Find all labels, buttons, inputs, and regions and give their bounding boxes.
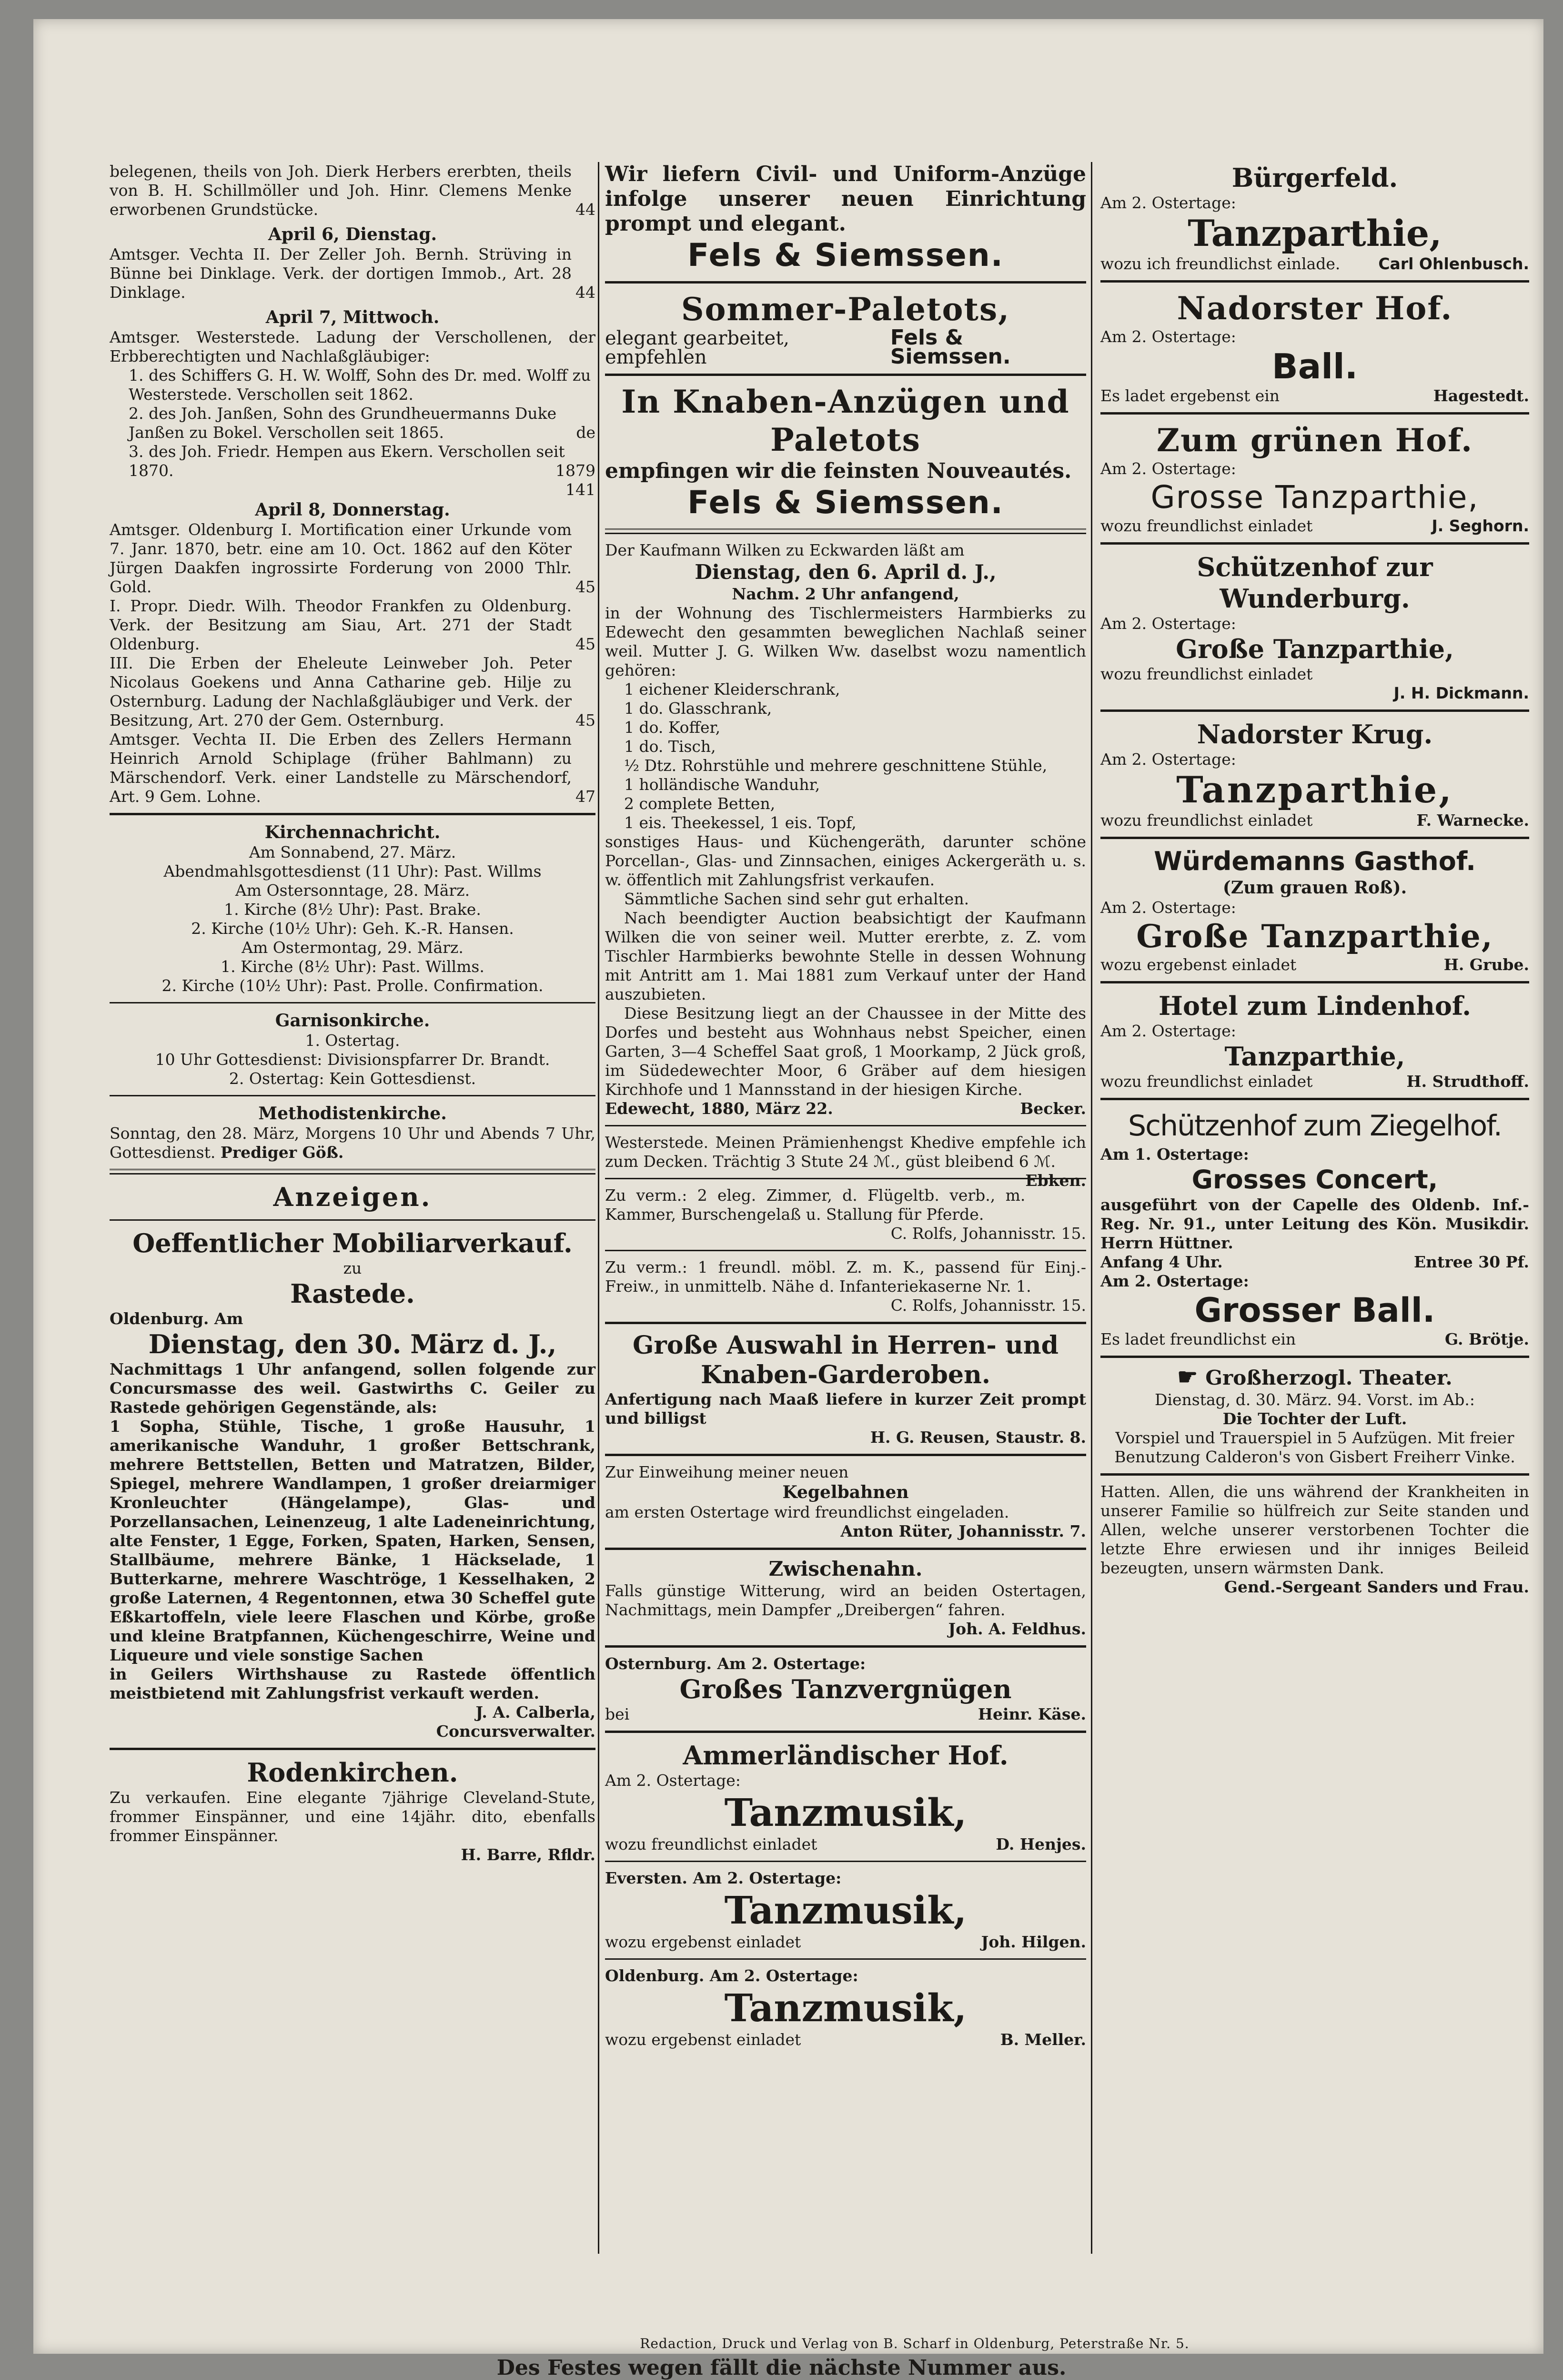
ad-main: Große Tanzparthie, — [1176, 634, 1454, 664]
list-item: 3. des Joh. Friedr. Hempen aus Ekern. Verschollen seit 1870. 1879 — [129, 442, 595, 480]
auction-entry — [110, 520, 595, 597]
page-ref: 45 — [575, 711, 595, 729]
ad-text: sonstiges Haus- und Küchengeräth, darunter schöne Porcellan-, Glas- und Zinnsachen, einiges Ackergeräth u. s. w. öffentlich mit Zahlungsfrist verkaufen. — [605, 832, 1086, 889]
divider — [605, 1322, 1086, 1324]
section-title: Kirchennachricht. — [264, 822, 441, 842]
divider — [1100, 1098, 1529, 1100]
ad-text: Zu verkaufen. Eine elegante 7jährige Cleveland-Stute, frommer Einspänner, und eine 14jähr. dito, ebenfalls frommer Einspänner. — [110, 1788, 595, 1845]
ad-text: zu — [343, 1259, 362, 1277]
ad-text: Die Tochter der Luft. — [1222, 1409, 1407, 1428]
ad-text: Oldenburg. Am — [110, 1309, 243, 1328]
divider — [605, 1125, 1086, 1126]
ad-text: Nachmittags 1 Uhr anfangend, sollen folgende zur Concursmasse des weil. Gastwirths C. Geiler zu Rastede gehörigen Gegenstände, als: — [110, 1360, 595, 1417]
signature: Concursverwalter. — [436, 1722, 595, 1741]
ad-title: Bürgerfeld. — [1231, 162, 1398, 193]
church-line: Am Ostersonntage, 28. März. — [235, 881, 470, 900]
column-right — [1100, 162, 1529, 1597]
divider — [110, 1095, 595, 1096]
section-title: Methodistenkirche. — [258, 1104, 447, 1124]
newspaper-page — [33, 19, 1543, 2354]
ad-title: Würdemanns Gasthof. — [1154, 846, 1476, 876]
ad-title: Hotel zum Lindenhof. — [1158, 991, 1471, 1021]
auction-entry — [110, 162, 595, 219]
page-ref: 44 — [575, 283, 595, 302]
signature: J. H. Dickmann. — [1393, 684, 1529, 702]
signature: Joh. Hilgen. — [981, 1933, 1086, 1951]
list-item: 1 do. Koffer, — [624, 718, 721, 737]
list-item: 1 do. Glasschrank, — [624, 699, 772, 718]
signature: Becker. — [1020, 1099, 1086, 1118]
ad-title: Zwischenahn. — [768, 1557, 923, 1580]
ad-text: Diese Besitzung liegt an der Chaussee in der Mitte des Dorfes und besteht aus Wohnhaus nebst Speicher, einen Garten, 3—4 Scheffel Saat groß, 1 Moorkamp, 2 Jück groß, im Südedewechter Moor, 6 Gräber auf dem hiesigen Kirchhofe und 1 Mannsstand in der hiesigen Kirche. — [605, 1004, 1086, 1099]
column-divider — [1091, 162, 1092, 2254]
ad-text: Falls günstige Witterung, wird an beiden Ostertagen, Nachmittags, mein Dampfer „Dreibergen“ fahren. — [605, 1581, 1086, 1619]
church-line: Abendmahlsgottesdienst (11 Uhr): Past. Willms — [163, 862, 542, 881]
ad-row: wozu ich freundlichst einlade. Carl Ohlenbusch. — [1100, 254, 1529, 273]
divider — [1100, 1473, 1529, 1476]
ad-text: ausgeführt von der Capelle des Oldenb. Inf.-Reg. Nr. 91., unter Leitung des Kön. Musikdir. Herrn Hüttner. — [1100, 1195, 1529, 1252]
ad-subtitle: (Zum grauen Roß). — [1222, 878, 1407, 898]
ad-row: wozu freundlichst einladet F. Warnecke. — [1100, 811, 1529, 830]
signature: H. Strudthoff. — [1406, 1072, 1529, 1091]
ad-text: Am 2. Ostertage: — [1100, 193, 1236, 212]
divider — [110, 1169, 595, 1175]
church-line: 1. Ostertag. — [305, 1031, 400, 1050]
ad-text: Am 2. Ostertage: — [1100, 750, 1236, 769]
church-line: 2. Kirche (10½ Uhr): Past. Prolle. Confirmation. — [161, 976, 544, 995]
page-ref: 44 — [575, 200, 595, 219]
divider — [605, 374, 1086, 376]
ad-date: Dienstag, den 30. März d. J., — [148, 1329, 557, 1359]
ad-text: Wir liefern Civil- und Uniform-Anzüge infolge unserer neuen Einrichtung prompt und elegant. — [605, 162, 1086, 236]
church-line: 2. Ostertag: Kein Gottesdienst. — [229, 1069, 476, 1088]
date-heading: April 6, Dienstag. — [268, 224, 437, 244]
ad-row: Es ladet ergebenst ein Hagestedt. — [1100, 386, 1529, 405]
ad-text: Dienstag, d. 30. März. 94. Vorst. im Ab.: — [1155, 1390, 1475, 1409]
column-middle — [605, 162, 1086, 2049]
divider — [1100, 981, 1529, 983]
ad-text: am ersten Ostertage wird freundlichst eingeladen. — [605, 1503, 1009, 1521]
ad-title: Nadorster Krug. — [1197, 719, 1433, 749]
signature: G. Brötje. — [1445, 1330, 1529, 1348]
ad-row: Anfang 4 Uhr. Entree 30 Pf. — [1100, 1253, 1529, 1271]
ad-text: Am 1. Ostertage: — [1100, 1145, 1249, 1164]
ad-row: Es ladet freundlichst ein G. Brötje. — [1100, 1330, 1529, 1348]
imprint: Redaction, Druck und Verlag von B. Scharf in Oldenburg, Peterstraße Nr. 5. — [640, 2336, 1190, 2351]
church-line: 10 Uhr Gottesdienst: Divisionspfarrer Dr. Brandt. — [155, 1050, 550, 1069]
ad-main: Tanzmusik, — [724, 1985, 967, 2030]
ad-main: Grosse Tanzparthie, — [1150, 479, 1479, 516]
ad-text: Oldenburg. Am 2. Ostertage: — [605, 1966, 858, 1985]
ad-row — [605, 325, 1086, 369]
page-ref: 141 — [565, 480, 595, 499]
ad-main: Ball. — [1271, 346, 1358, 386]
ad-text: Edewecht, 1880, März 22. — [605, 1099, 833, 1118]
signature: H. Grube. — [1443, 955, 1529, 974]
auction-entry-text: belegenen, theils von Joh. Dierk Herbers ererbten, theils von B. H. Schillmöller und Joh. Hinr. Clemens Menke erworbenen Grundstücke. — [110, 162, 572, 219]
list-item: 2 complete Betten, — [624, 794, 776, 813]
ad-text: Osternburg. Am 2. Ostertage: — [605, 1654, 866, 1673]
ad-text: Zur Einweihung meiner neuen — [605, 1463, 849, 1481]
auction-entry-text: Amtsger. Westerstede. Ladung der Verschollenen, der Erbberechtigten und Nachlaßgläubiger: — [110, 328, 595, 365]
signature: Hagestedt. — [1433, 386, 1529, 405]
ad-main: Große Tanzparthie, — [1136, 918, 1493, 955]
ad-main: Grosser Ball. — [1194, 1291, 1435, 1330]
church-line: 1. Kirche (8½ Uhr): Past. Brake. — [224, 900, 481, 919]
ad-title: Große Auswahl in Herren- und Knaben-Garderoben. — [633, 1331, 1059, 1389]
page-ref: 45 — [575, 635, 595, 653]
divider — [605, 528, 1086, 534]
ad-main: Tanzparthie, — [1188, 212, 1442, 254]
ad-title: Schützenhof zur Wunderburg. — [1197, 552, 1433, 614]
column-divider — [598, 162, 599, 2254]
divider — [605, 1178, 1086, 1179]
signature: C. Rolfs, Johannisstr. 15. — [890, 1224, 1086, 1243]
divider — [1100, 1356, 1529, 1358]
auction-entry-text: Amtsger. Oldenburg I. Mortification einer Urkunde vom 7. Janr. 1870, betr. eine am 10. Oct. 1862 auf den Köter Jürgen Daakfen ingrossirte Forderung von 2000 Thlr. Gold. — [110, 520, 572, 596]
ad-title: Schützenhof zum Ziegelhof. — [1128, 1109, 1502, 1143]
ad-text: Westerstede. Meinen Prämienhengst Khedive empfehle ich zum Decken. Trächtig 3 Stute 24 ℳ., güst bleibend 6 ℳ. Ebken. — [605, 1133, 1086, 1190]
divider — [1100, 709, 1529, 712]
ad-main: Tanzmusik, — [724, 1790, 967, 1835]
ad-main: Grosses Concert, — [1191, 1165, 1438, 1195]
pointing-hand-icon: ☛ — [1177, 1364, 1198, 1390]
ad-main: Tanzparthie, — [1176, 769, 1453, 811]
ad-row: bei Heinr. Käse. — [605, 1705, 1086, 1723]
ad-title: Rodenkirchen. — [247, 1757, 458, 1788]
church-line: 1. Kirche (8½ Uhr): Past. Willms. — [221, 957, 484, 976]
ad-text: Am 2. Ostertage: — [1100, 898, 1236, 917]
auction-entry-text: Amtsger. Vechta II. Der Zeller Joh. Bernh. Strüving in Bünne bei Dinklage. Verk. der dortigen Immob., Art. 28 Dinklage. — [110, 245, 572, 302]
auction-entry — [110, 597, 595, 654]
divider — [605, 1731, 1086, 1733]
signature: Anton Rüter, Johannisstr. 7. — [840, 1522, 1086, 1540]
ads-heading: Anzeigen. — [273, 1182, 432, 1212]
auction-entry-text: III. Die Erben der Eheleute Leinweber Joh. Peter Nicolaus Goekens und Anna Catharine geb. Hilje zu Osternburg. Ladung der Nachlaßgläubiger und Verk. der Besitzung, Art. 270 der Gem. Osternburg. — [110, 654, 572, 729]
divider — [1100, 280, 1529, 283]
missing-persons-list — [110, 366, 595, 480]
ad-text: Nach beendigter Auction beabsichtigt der Kaufmann Wilken die von seiner weil. Mutter ererbte, z. Z. vom Tischler Harmbierks bewohnte Stelle in dessen Wohnung mit Antritt am 1. Mai 1881 zum Verkauf unter der Hand auszubieten. — [605, 909, 1086, 1003]
church-line: 2. Kirche (10½ Uhr): Geh. K.-R. Hansen. — [191, 919, 514, 938]
page-ref: 47 — [575, 787, 595, 806]
church-line: Am Sonnabend, 27. März. — [249, 843, 456, 861]
section-title: Garnisonkirche. — [275, 1011, 430, 1031]
divider — [605, 281, 1086, 284]
ad-title: Großherzogl. Theater. — [1205, 1366, 1452, 1389]
signature: Heinr. Käse. — [978, 1705, 1086, 1723]
list-item: 1 holländische Wanduhr, — [624, 775, 820, 794]
ad-title: Zum grünen Hof. — [1156, 422, 1473, 459]
ad-main: Tanzparthie, — [1224, 1041, 1405, 1072]
advertiser-name: Fels & Siemssen. — [687, 484, 1004, 521]
list-item: 1 eichener Kleiderschrank, — [624, 680, 840, 699]
ad-text: Am 2. Ostertage: — [1100, 1272, 1249, 1290]
ad-text: empfingen wir die feinsten Nouveautés. — [605, 459, 1072, 483]
ad-title: Kegelbahnen — [782, 1482, 909, 1502]
divider — [110, 1002, 595, 1003]
auction-entry — [110, 730, 595, 806]
column-left — [110, 162, 595, 1864]
ad-title: Nadorster Hof. — [1177, 290, 1453, 327]
signature: Gend.-Sergeant Sanders und Frau. — [1224, 1578, 1529, 1596]
theater-heading — [1100, 1365, 1529, 1390]
divider — [605, 1548, 1086, 1550]
divider — [110, 1219, 595, 1221]
signature: J. A. Calberla, — [475, 1703, 595, 1722]
auction-entry-text: Amtsger. Vechta II. Die Erben des Zellers Hermann Heinrich Arnold Schiplage (früher Bahlmann) zu Märschendorf. Verk. einer Landstelle zu Märschendorf, Art. 9 Gem. Lohne. — [110, 730, 572, 806]
divider — [605, 1250, 1086, 1251]
signature: C. Rolfs, Johannisstr. 15. — [890, 1296, 1086, 1315]
ad-title: In Knaben-Anzügen und Paletots — [621, 383, 1070, 458]
ad-text: Zu verm.: 1 freundl. möbl. Z. m. K., passend für Einj.-Freiw., in unmittelb. Nähe d. Infanteriekaserne Nr. 1. — [605, 1258, 1086, 1296]
divider — [1100, 412, 1529, 415]
ad-row: wozu ergebenst einladet H. Grube. — [1100, 955, 1529, 974]
list-item: 2. des Joh. Janßen, Sohn des Grundheuermanns Duke Janßen zu Bokel. Verschollen seit 1865. de — [129, 404, 595, 442]
ad-text: wozu freundlichst einladet — [1100, 665, 1313, 683]
ad-text: Der Kaufmann Wilken zu Eckwarden läßt am — [605, 541, 965, 559]
ad-row — [605, 1099, 1086, 1118]
auction-entry — [110, 245, 595, 302]
ad-row: wozu freundlichst einladet J. Seghorn. — [1100, 517, 1529, 535]
ad-date: Dienstag, den 6. April d. J., — [695, 560, 997, 584]
ad-text: Zu verm.: 2 eleg. Zimmer, d. Flügeltb. verb., m. Kammer, Burschengelaß u. Stallung für Pferde. — [605, 1186, 1026, 1224]
divider — [605, 1958, 1086, 1960]
items-list — [605, 680, 1086, 832]
bottom-notice: Des Festes wegen fällt die nächste Nummer aus. — [496, 2356, 1067, 2380]
ad-text: Sämmtliche Sachen sind sehr gut erhalten. — [624, 890, 969, 908]
ad-text: Eversten. Am 2. Ostertage: — [605, 1869, 842, 1887]
divider — [1100, 542, 1529, 545]
church-line: Am Ostermontag, 29. März. — [242, 938, 464, 957]
ad-text: Am 2. Ostertage: — [1100, 327, 1236, 346]
signature: D. Henjes. — [996, 1835, 1086, 1853]
divider — [605, 1454, 1086, 1456]
list-item: ½ Dtz. Rohrstühle und mehrere geschnittene Stühle, — [624, 756, 1048, 775]
divider — [1100, 837, 1529, 839]
ad-text: in Geilers Wirthshause zu Rastede öffentlich meistbietend mit Zahlungsfrist verkauft werden. — [110, 1665, 595, 1702]
date-heading: April 7, Mittwoch. — [265, 307, 440, 327]
ad-text: elegant gearbeitet, empfehlen — [605, 327, 789, 368]
church-line: Sonntag, den 28. März, Morgens 10 Uhr und Abends 7 Uhr, Gottesdienst. Prediger Göß. — [110, 1124, 595, 1162]
ad-row: wozu ergebenst einladet B. Meller. — [605, 2030, 1086, 2049]
divider — [605, 1645, 1086, 1648]
ad-text: Am 2. Ostertage: — [605, 1771, 741, 1790]
advertiser-name: Fels & Siemssen. — [687, 237, 1004, 273]
ad-title: Oeffentlicher Mobiliarverkauf. — [132, 1228, 573, 1258]
ad-row: wozu ergebenst einladet Joh. Hilgen. — [605, 1933, 1086, 1951]
signature: Prediger Göß. — [220, 1143, 344, 1162]
ad-title: Ammerländischer Hof. — [683, 1740, 1008, 1771]
ad-place: Rastede. — [290, 1278, 415, 1309]
auction-entry — [110, 654, 595, 730]
advertiser-name: Fels & Siemssen. — [890, 325, 1011, 369]
ad-title: Sommer-Paletots, — [681, 291, 1010, 328]
signature: Ebken. — [1025, 1171, 1086, 1190]
divider — [110, 1748, 595, 1750]
signature: B. Meller. — [1000, 2030, 1086, 2049]
ad-row: wozu freundlichst einladet H. Strudthoff. — [1100, 1072, 1529, 1091]
ad-text: Vorspiel und Trauerspiel in 5 Aufzügen. Mit freier Benutzung Calderon's von Gisbert Freiherr Vinke. — [1114, 1428, 1515, 1466]
signature: J. Seghorn. — [1432, 517, 1529, 535]
ad-text: Am 2. Ostertage: — [1100, 459, 1236, 478]
ad-title: Großes Tanzvergnügen — [679, 1674, 1012, 1704]
ad-text: Hatten. Allen, die uns während der Krankheiten in unserer Familie so hülfreich zur Seite standen und Allen, welche unserer verstorbenen Tochter die letzte Ehre erwiesen und ihr inniges Beileid bezeugten, unsern wärmsten Dank. — [1100, 1482, 1529, 1577]
divider — [110, 813, 595, 815]
list-item: 1 do. Tisch, — [624, 737, 716, 756]
signature: H. G. Reusen, Staustr. 8. — [870, 1428, 1086, 1447]
page-ref: 45 — [575, 577, 595, 596]
page-ref: de — [576, 423, 595, 442]
list-item: 1. des Schiffers G. H. W. Wolff, Sohn des Dr. med. Wolff zu Westerstede. Verschollen seit 1862. — [129, 366, 591, 404]
ad-text: in der Wohnung des Tischlermeisters Harmbierks zu Edewecht den gesammten beweglichen Nachlaß seiner weil. Mutter J. G. Wilken Ww. daselbst wozu namentlich gehören: — [605, 604, 1086, 679]
ad-text: Am 2. Ostertage: — [1100, 1022, 1236, 1040]
ad-row: wozu freundlichst einladet D. Henjes. — [605, 1835, 1086, 1853]
ad-items: 1 Sopha, Stühle, Tische, 1 große Hausuhr, 1 amerikanische Wanduhr, 1 großer Bettschrank, mehrere Bettstellen, Betten und Matratzen, Bilder, Spiegel, mehrere Wandlampen, 1 großer dreiarmiger Kronleuchter (Hängelampe), Glas- und Porzellansachen, Leinenzeug, 1 alte Ladeneinrichtung, alte Fenster, 1 Egge, Forken, Spaten, Harken, Sensen, Stallbäume, mehrere Bänke, 1 Häckselade, 1 Butterkarne, mehrere Waschtröge, 1 Kesselhaken, 2 große Laternen, 4 Regentonnen, etwa 30 Scheffel gute Eßkartoffeln, viele leere Flaschen und Körbe, große und kleine Bratpfannen, Küchengeschirre, Weine und Liqueure und viele sonstige Sachen — [110, 1417, 595, 1664]
list-item: 1 eis. Theekessel, 1 eis. Topf, — [624, 813, 857, 832]
ad-main: Tanzmusik, — [724, 1888, 967, 1933]
ad-text: Am 2. Ostertage: — [1100, 614, 1236, 633]
signature: Carl Ohlenbusch. — [1378, 254, 1529, 273]
signature: Joh. A. Feldhus. — [948, 1620, 1086, 1638]
signature: H. Barre, Rfldr. — [461, 1845, 595, 1864]
ad-text: Anfertigung nach Maaß liefere in kurzer Zeit prompt und billigst — [605, 1390, 1086, 1428]
ad-text: Nachm. 2 Uhr anfangend, — [732, 585, 959, 603]
signature: F. Warnecke. — [1416, 811, 1529, 830]
date-heading: April 8, Donnerstag. — [255, 500, 450, 520]
auction-entry-text: I. Propr. Diedr. Wilh. Theodor Frankfen zu Oldenburg. Verk. der Besitzung am Siau, Art. 271 der Stadt Oldenburg. — [110, 597, 572, 653]
divider — [605, 1861, 1086, 1862]
page-ref: 1879 — [555, 461, 595, 480]
